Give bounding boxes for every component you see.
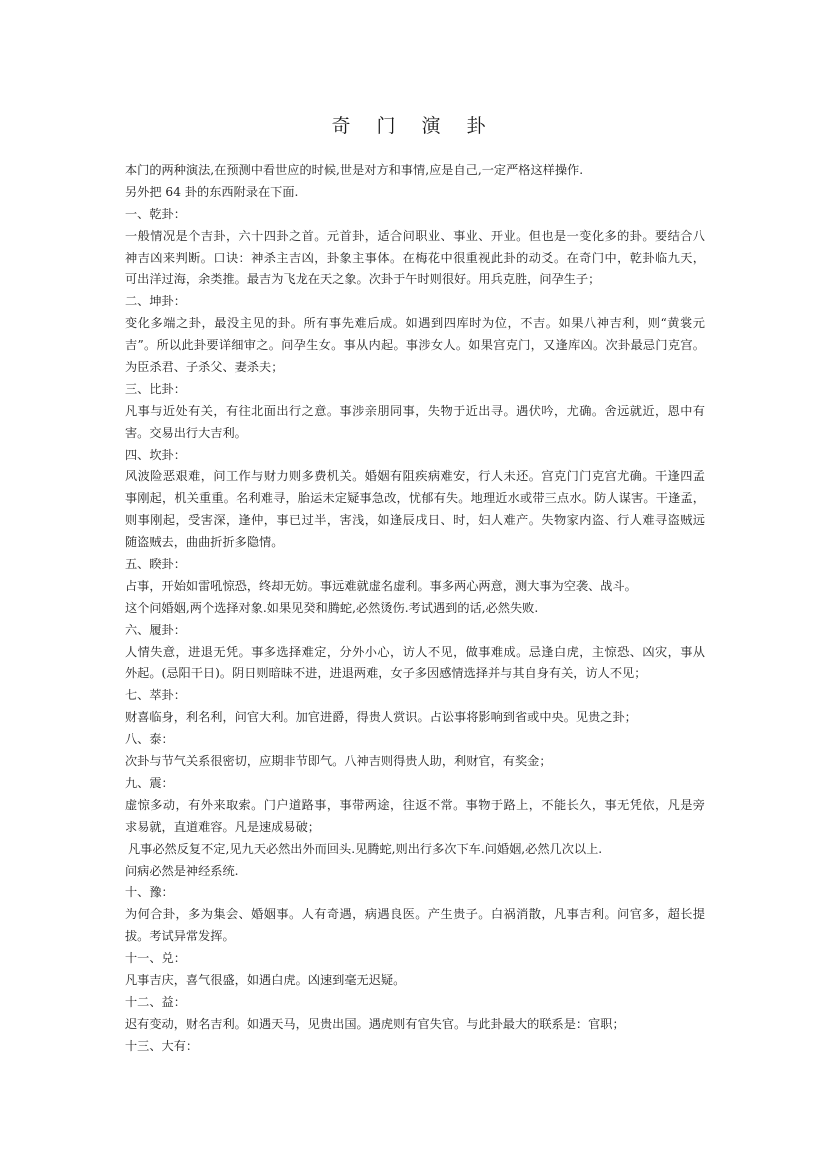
text-line: 十三、大有：	[125, 1038, 199, 1053]
text-line: 十、豫：	[125, 885, 174, 900]
text-line: 迟有变动，财名吉利。如遇天马，见贵出国。遇虎则有官失官。与此卦最大的联系是：官职；	[125, 1016, 625, 1031]
text-line: 另外把 64 卦的东西附录在下面.	[125, 184, 299, 199]
text-line: 七、萃卦：	[125, 688, 186, 703]
text-line: 可出洋过海，余类推。最吉为飞龙在天之象。次卦于午时则很好。用兵克胜，问孕生子；	[125, 272, 601, 287]
text-line: 外起。(忌阳干日)。阴日则暗昧不进，进退两难，女子多因感情选择并与其自身有关，访人不见；	[125, 666, 647, 681]
text-line: 十一、兑：	[125, 951, 186, 966]
text-line: 本门的两种演法,在预测中看世应的时候,世是对方和事情,应是自己,一定严格这样操作.	[125, 163, 584, 177]
text-line: 事刚起，机关重重。名利难寻，胎运未定疑事急改，忧郁有失。地理近水或带三点水。防人谋害。干逢孟，	[125, 491, 705, 506]
text-line: 一、乾卦：	[125, 206, 186, 221]
text-line: 为臣杀君、子杀父、妻杀夫；	[125, 360, 284, 375]
text-line: 凡事吉庆，喜气很盛，如遇白虎。凶速到毫无迟疑。	[125, 972, 406, 987]
text-line: 神吉凶来判断。口诀：神杀主吉凶，卦象主事体。在梅花中很重视此卦的动爻。在奇门中，乾卦临九天，	[125, 250, 705, 265]
text-line: 六、履卦：	[125, 622, 186, 637]
text-line: 次卦与节气关系很密切，应期非节即气。八神吉则得贵人助，利财官，有奖金；	[125, 754, 552, 769]
text-line: 问病必然是神经系统.	[125, 863, 239, 878]
text-line: 随盗贼去，曲曲折折多隐情。	[125, 535, 284, 550]
text-line: 占事，开始如雷吼惊恐，终却无妨。事远难就虚名虚利。事多两心两意，测大事为空袭、战斗。	[125, 578, 637, 593]
text-line: 五、睽卦：	[125, 557, 186, 572]
text-line: 害。交易出行大吉利。	[125, 425, 247, 440]
text-line: 凡事必然反复不定,见九天必然出外而回头.见腾蛇,则出行多次下车.问婚姻,必然几次以上.	[128, 841, 603, 856]
text-line: 一般情况是个吉卦，六十四卦之首。元首卦，适合问职业、事业、开业。但也是一变化多的卦。要结合八	[125, 228, 705, 243]
text-line: 拔。考试异常发挥。	[125, 929, 235, 944]
text-line: 为何合卦，多为集会、婚姻事。人有奇遇，病遇良医。产生贵子。白祸消散，凡事吉利。问官多，超长提	[125, 907, 705, 922]
text-line: 九、震：	[125, 775, 174, 790]
document-title: 奇 门 演 卦	[331, 115, 496, 137]
text-line: 虚惊多动，有外来取索。门户道路事，事带两途，往返不常。事物于路上，不能长久，事无凭依，凡是旁	[125, 797, 705, 812]
text-line: 三、比卦：	[125, 381, 186, 396]
text-line: 二、坤卦：	[125, 294, 186, 309]
text-line: 人情失意，进退无凭。事多选择难定，分外小心，访人不见，做事难成。忌逢白虎，主惊恐、凶灾，事从	[125, 644, 705, 659]
text-line: 财喜临身，利名利，问官大利。加官进爵，得贵人赏识。占讼事将影响到省或中央。见贵之卦；	[125, 710, 637, 725]
text-line: 十二、益：	[125, 994, 186, 1009]
text-line: 则事刚起，受害深，逢仲，事已过半，害浅，如逢辰戌日、时，妇人难产。失物家内盗、行人难寻盗贼远	[125, 513, 705, 528]
text-line: 求易就，直道难容。凡是速成易破；	[125, 819, 320, 834]
text-line: 四、坎卦：	[125, 447, 186, 462]
text-line: 凡事与近处有关，有往北面出行之意。事涉亲朋同事，失物于近出寻。遇伏吟，尤确。舍远就近，恩中有	[125, 403, 705, 418]
document-body	[125, 160, 705, 1058]
text-line: 吉”。所以此卦要详细审之。问孕生女。事从内起。事涉女人。如果宫克门，又逢库凶。次卦最忌门克宫。	[125, 338, 705, 353]
text-line: 八、泰：	[125, 732, 174, 747]
text-line: 风波险恶艰难，问工作与财力则多费机关。婚姻有阻疾病难安，行人未还。宫克门门克宫尤确。干逢四孟	[125, 469, 705, 484]
text-line: 这个问婚姻,两个选择对象.如果见癸和腾蛇,必然烫伤.考试遇到的话,必然失败.	[125, 600, 539, 615]
text-line: 变化多端之卦，最没主见的卦。所有事先难后成。如遇到四库时为位，不吉。如果八神吉利，则“黄裳元	[125, 316, 705, 331]
